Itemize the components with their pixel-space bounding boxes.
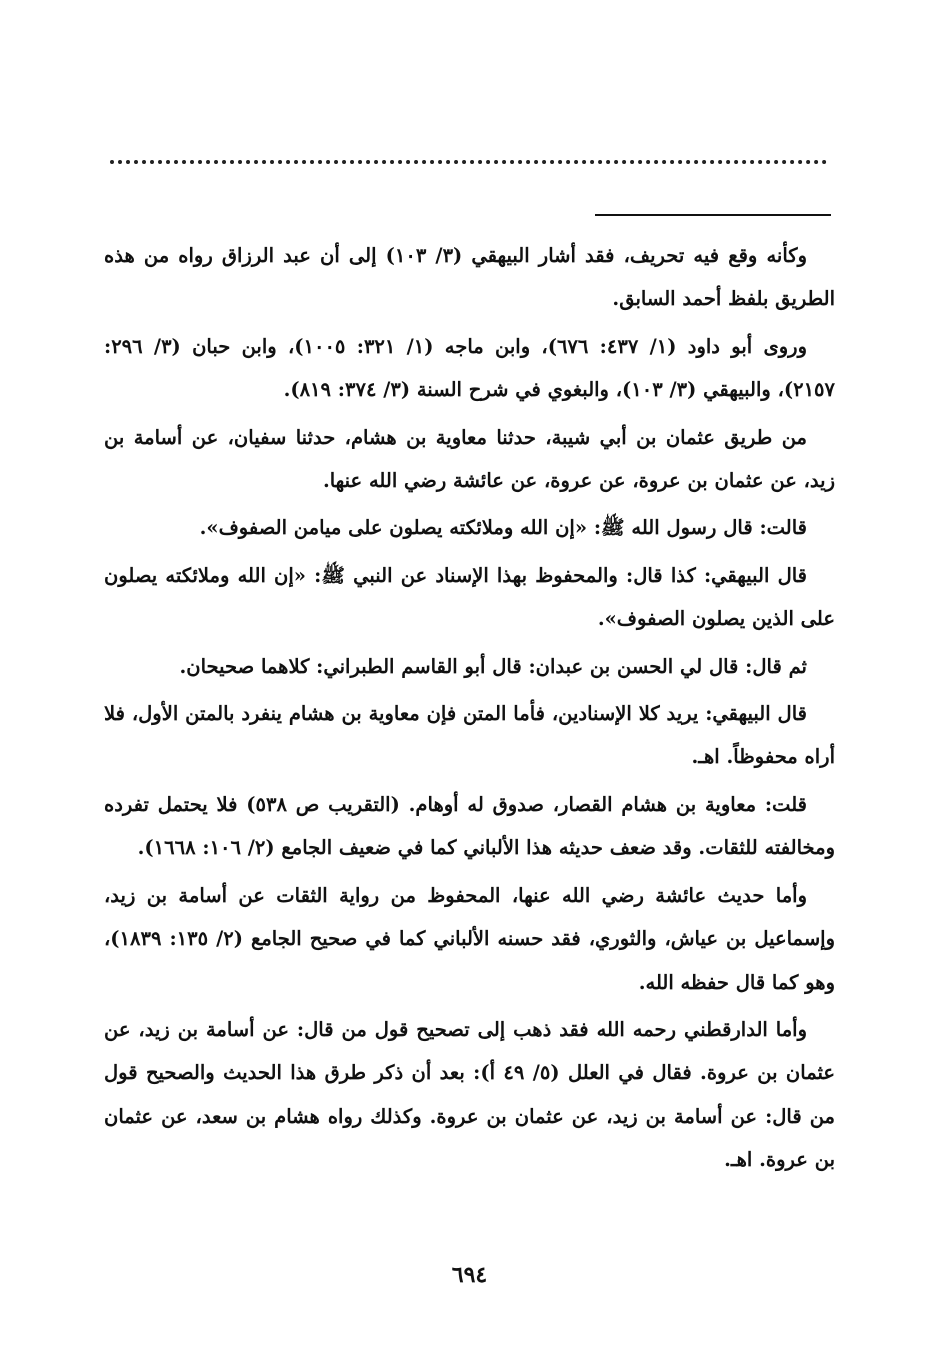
paragraph: وأما الدارقطني رحمه الله فقد ذهب إلى تصحيح قول من قال: عن أسامة بن زيد، عن عثمان بن عروة. فقال في العلل (٥/ ٤٩ أ): بعد أن ذكر طرق هذا الحديث والصحيح قول من قال: عن أسامة بن زيد، عن عثمان بن عروة. وكذلك رواه هشام بن سعد، عن عثمان بن عروة. اهـ. xyxy=(104,1017,835,1172)
paragraph: وروى أبو داود (١/ ٤٣٧: ٦٧٦)، وابن ماجه (١/ ٣٢١: ١٠٠٥)، وابن حبان (٣/ ٢٩٦: ٢١٥٧)، والبيهقي (٣/ ١٠٣)، والبغوي في شرح السنة (٣/ ٣٧٤: ٨١٩). xyxy=(104,334,835,402)
paragraph: من طريق عثمان بن أبي شيبة، حدثنا معاوية بن هشام، حدثنا سفيان، عن أسامة بن زيد، عن عثمان بن عروة، عن عروة، عن عائشة رضي الله عنها. xyxy=(104,425,835,493)
page-number: ٦٩٤ xyxy=(451,1262,488,1288)
paragraph: قال البيهقي: كذا قال: والمحفوظ بهذا الإسناد عن النبي ﷺ: «إن الله وملائكته يصلون على الذين يصلون الصفوف». xyxy=(104,563,835,631)
dotted-separator xyxy=(110,160,827,164)
paragraph: قالت: قال رسول الله ﷺ: «إن الله وملائكته يصلون على ميامن الصفوف». xyxy=(199,516,807,540)
paragraph: وأما حديث عائشة رضي الله عنها، المحفوظ من رواية الثقات عن أسامة بن زيد، وإسماعيل بن عياش، والثوري، فقد حسنه الألباني كما في صحيح الجامع (٢/ ١٣٥: ١٨٣٩)، وهو كما قال حفظه الله. xyxy=(104,883,835,994)
footnote-rule xyxy=(595,214,831,216)
paragraph: وكأنه وقع فيه تحريف، فقد أشار البيهقي (٣/ ١٠٣) إلى أن عبد الرزاق رواه من هذه الطريق بلفظ أحمد السابق. xyxy=(104,244,835,311)
footnote-text xyxy=(104,234,835,1186)
paragraph: ثم قال: قال لي الحسن بن عبدان: قال أبو القاسم الطبراني: كلاهما صحيحان. xyxy=(179,654,807,678)
paragraph: قال البيهقي: يريد كلا الإسنادين، فأما المتن فإن معاوية بن هشام ينفرد بالمتن الأول، فلا أراه محفوظاً. اهـ. xyxy=(104,702,835,769)
paragraph: قلت: معاوية بن هشام القصار، صدوق له أوهام. (التقريب ص ٥٣٨) فلا يحتمل تفرده ومخالفته للثقات. وقد ضعف حديثه هذا الألباني كما في ضعيف الجامع (٢/ ١٠٦: ١٦٦٨). xyxy=(104,792,835,860)
